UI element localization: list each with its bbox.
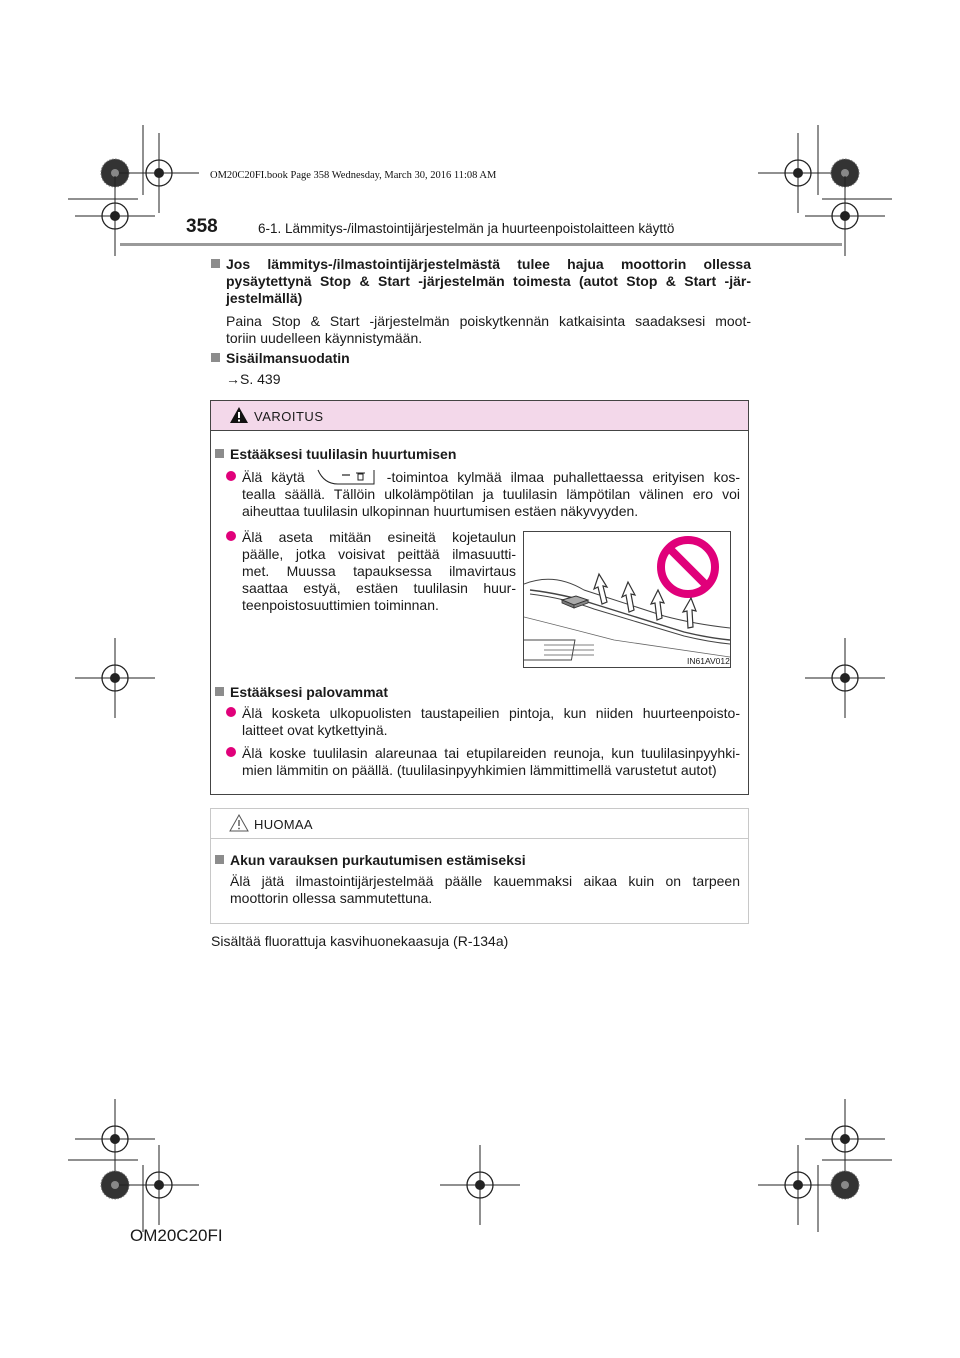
warning-label: VAROITUS xyxy=(254,409,324,424)
warning-item: Älä käytä -toimintoa kylmää ilmaa puhallettaessa erityisen kos- tealla säällä. Tällöin ulkolämpötilan ja tuulilasin lämpötilan välinen ero voi aiheuttaa tuulilasin ulkopinnan huurtumisen estäen näkyvyyden. xyxy=(215,468,740,520)
refrigerant-footnote: Sisältää fluorattuja kasvihuonekaasuja (R-134a) xyxy=(211,933,509,949)
warning-sub-burns xyxy=(215,684,740,779)
section-heading-cont: jestelmällä) xyxy=(226,290,303,306)
square-bullet-icon xyxy=(215,449,224,458)
warning-header xyxy=(211,401,748,431)
warning-item: Älä kosketa ulkopuolisten taustapeilien pintoja, kun niiden huurteenpoisto- laitteet ovat kytkettyinä. xyxy=(215,705,740,739)
section-heading: Sisäilmansuodatin xyxy=(211,350,751,367)
header-rule xyxy=(120,243,842,246)
notice-label: HUOMAA xyxy=(254,817,313,832)
page-number: 358 xyxy=(186,216,218,237)
warning-item: Älä aseta mitään esineitä kojetaulun päälle, jotka voisivat peittää ilmasuutti- met. Muussa tapauksessa ilmavirtaus saattaa estyä, estäen tuulilasin huur- teenpoistosuuttimien toiminnan. xyxy=(215,529,516,614)
section-heading: Jos lämmitys-/ilmastointijärjestelmästä tulee hajua moottorin ollessa xyxy=(211,256,751,273)
section-heading-cont: pysäytettynä Stop & Start -järjestelmän toimesta (autot Stop & Start -jär- xyxy=(226,273,751,289)
prohibition-icon xyxy=(661,540,715,594)
section-title: 6-1. Lämmitys-/ilmastointijärjestelmän ja huurteenpoistolaitteen käyttö xyxy=(258,221,675,236)
warning-sub-heading: Estääksesi tuulilasin huurtumisen xyxy=(215,446,740,463)
warning-triangle-icon xyxy=(229,406,249,424)
section-cabin-filter xyxy=(211,350,751,388)
notice-content xyxy=(215,852,740,907)
caution-triangle-icon xyxy=(229,814,249,832)
notice-box xyxy=(210,808,749,924)
round-bullet-icon xyxy=(226,531,236,541)
square-bullet-icon xyxy=(215,687,224,696)
manual-code: OM20C20FI xyxy=(130,1226,223,1245)
defogger-button-icon xyxy=(316,468,376,486)
square-bullet-icon xyxy=(211,259,220,268)
round-bullet-icon xyxy=(226,471,236,481)
notice-body: Älä jätä ilmastointijärjestelmää päälle kauemmaksi aikaa kuin on tarpeen moottorin ollessa sammutettuna. xyxy=(230,873,740,906)
dashboard-drawing xyxy=(524,532,730,667)
page-reference-link[interactable]: →S. 439 xyxy=(226,371,281,387)
section-body: Paina Stop & Start -järjestelmän poiskytkennän katkaisinta saadaksesi moot- toriin uudelleen käynnistymään. xyxy=(226,313,751,346)
square-bullet-icon xyxy=(211,353,220,362)
notice-heading: Akun varauksen purkautumisen estämiseksi xyxy=(215,852,740,869)
warning-sub-heading: Estääksesi palovammat xyxy=(215,684,740,701)
round-bullet-icon xyxy=(226,707,236,717)
square-bullet-icon xyxy=(215,855,224,864)
section-odor-stop-start xyxy=(211,256,751,347)
notice-header xyxy=(211,809,748,839)
dashboard-vent-illustration xyxy=(523,531,731,668)
book-info-slug: OM20C20FI.book Page 358 Wednesday, March 30, 2016 11:08 AM xyxy=(210,170,497,181)
round-bullet-icon xyxy=(226,747,236,757)
warning-item: Älä koske tuulilasin alareunaa tai etupilareiden reunoja, kun tuulilasinpyyhki- mien lämmitin on päällä. (tuulilasinpyyhkimien lämmittimellä varustetut autot) xyxy=(215,745,740,779)
figure-code: IN61AV012 xyxy=(687,656,730,666)
